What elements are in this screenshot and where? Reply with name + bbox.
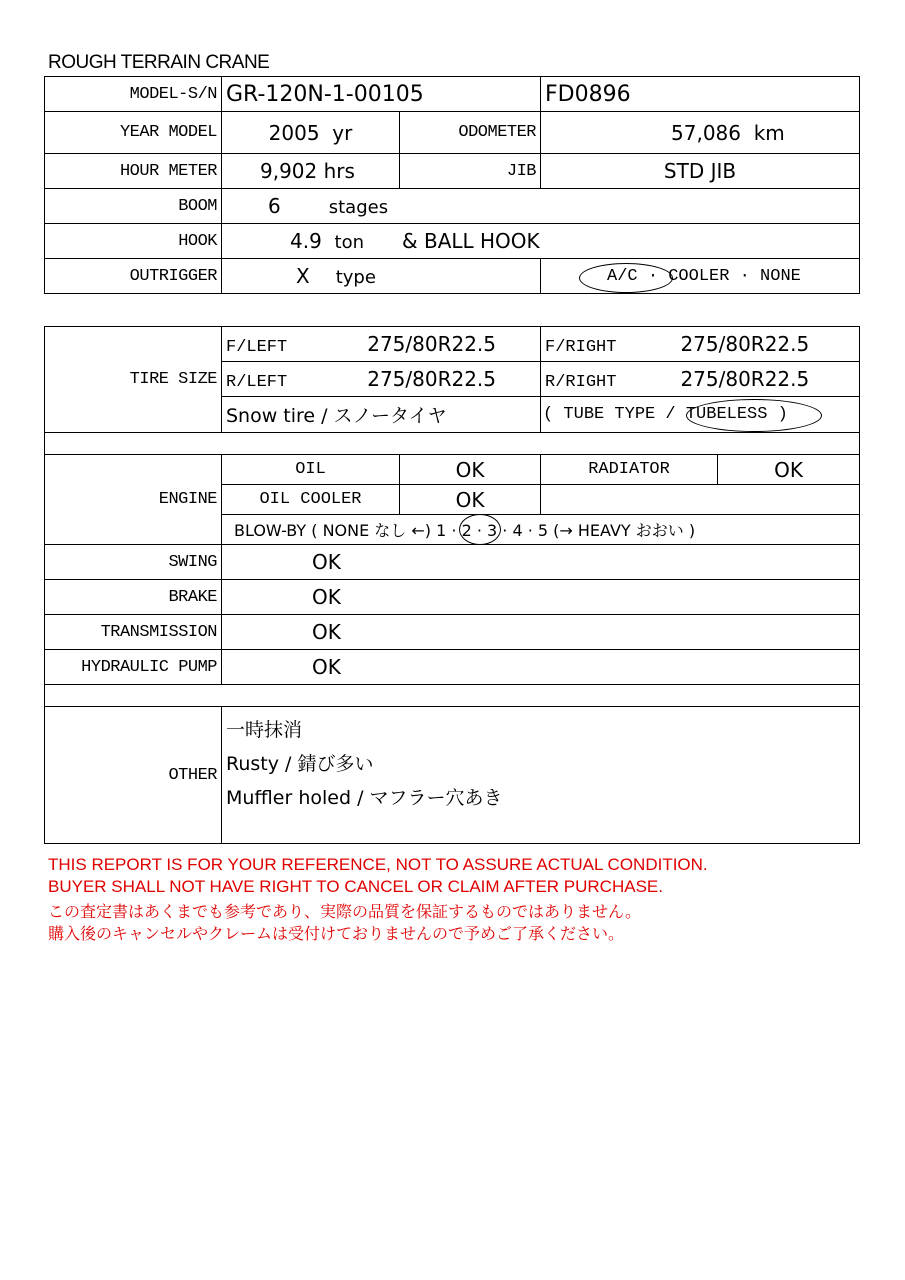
- other-line-3: Muffler holed / マフラー穴あき: [226, 787, 503, 809]
- disclaimer-line-1: THIS REPORT IS FOR YOUR REFERENCE, NOT TO ASSURE ACTUAL CONDITION.: [48, 855, 708, 874]
- outrigger-label: OUTRIGGER: [45, 259, 222, 294]
- outrigger-unit: type: [335, 267, 376, 288]
- tire-rl-label: R/LEFT: [226, 372, 288, 392]
- tire-rr-value: 275/80R22.5: [680, 366, 810, 391]
- radiator-value: OK: [718, 455, 860, 485]
- brake-value: OK: [222, 580, 860, 615]
- hook-label: HOOK: [45, 224, 222, 259]
- hook-unit: ton: [334, 232, 365, 253]
- odometer-unit: km: [753, 120, 785, 145]
- year-value: 2005: [268, 120, 320, 145]
- brake-label: BRAKE: [45, 580, 222, 615]
- year-unit: yr: [332, 120, 353, 145]
- transmission-value: OK: [222, 615, 860, 650]
- oil-label: OIL: [222, 455, 400, 485]
- other-label: OTHER: [45, 707, 222, 844]
- disclaimer-line-3: この査定書はあくまでも参考であり、実際の品質を保証するものではありません。: [48, 902, 641, 921]
- spec-table: [44, 76, 860, 294]
- ac-options: A/C · COOLER · NONE: [541, 259, 860, 294]
- snow-tire: Snow tire / スノータイヤ: [222, 397, 541, 433]
- tire-fl-cell: [222, 327, 541, 362]
- blowby-scale: BLOW-BY ( NONE なし ←) 1 · 2 · 3 · 4 · 5 (→ HEAVY おおい ): [222, 515, 860, 545]
- radiator-label: RADIATOR: [541, 455, 718, 485]
- other-line-2: Rusty / 錆び多い: [226, 753, 374, 775]
- tire-fr-value: 275/80R22.5: [680, 331, 810, 356]
- hour-value: 9,902 hrs: [222, 154, 400, 189]
- tire-rl-cell: [222, 362, 541, 397]
- hook-value: 4.9: [290, 229, 322, 253]
- oil-cooler-label: OIL COOLER: [222, 485, 400, 515]
- oil-value: OK: [400, 455, 541, 485]
- tire-rr-cell: [541, 362, 860, 397]
- boom-cell: [222, 189, 860, 224]
- other-notes: [222, 707, 860, 844]
- boom-label: BOOM: [45, 189, 222, 224]
- outrigger-value: X: [296, 264, 310, 288]
- tire-fr-cell: [541, 327, 860, 362]
- condition-table: [44, 326, 860, 844]
- boom-unit: stages: [328, 197, 389, 218]
- hydraulic-pump-label: HYDRAULIC PUMP: [45, 650, 222, 685]
- odometer-value: 57,086: [671, 120, 741, 145]
- swing-label: SWING: [45, 545, 222, 580]
- outrigger-cell: [222, 259, 541, 294]
- tire-rr-label: R/RIGHT: [545, 372, 617, 392]
- spacer-row-2: [45, 685, 860, 707]
- serial-value: FD0896: [541, 77, 860, 112]
- hydraulic-pump-value: OK: [222, 650, 860, 685]
- swing-value: OK: [222, 545, 860, 580]
- boom-value: 6: [268, 194, 281, 218]
- year-label: YEAR MODEL: [45, 112, 222, 154]
- engine-label: ENGINE: [45, 455, 222, 545]
- other-line-1: 一時抹消: [226, 719, 303, 741]
- tube-options: ( TUBE TYPE / TUBELESS ): [541, 397, 860, 433]
- tire-fl-value: 275/80R22.5: [367, 331, 497, 356]
- hook-cell: [222, 224, 860, 259]
- tire-label: TIRE SIZE: [45, 327, 222, 433]
- year-cell: [222, 112, 400, 154]
- oil-cooler-value: OK: [400, 485, 541, 515]
- empty-cell: [541, 485, 860, 515]
- tire-rl-value: 275/80R22.5: [367, 366, 497, 391]
- odometer-cell: [541, 112, 860, 154]
- tire-fl-label: F/LEFT: [226, 337, 288, 357]
- spacer-row: [45, 433, 860, 455]
- page-title: ROUGH TERRAIN CRANE: [48, 52, 270, 73]
- jib-label: JIB: [400, 154, 541, 189]
- model-value: GR-120N-1-00105: [222, 77, 541, 112]
- disclaimer-line-4: 購入後のキャンセルやクレームは受付けておりませんので予めご了承ください。: [48, 924, 625, 943]
- tire-fr-label: F/RIGHT: [545, 337, 617, 357]
- jib-value: STD JIB: [541, 154, 860, 189]
- model-label: MODEL-S/N: [45, 77, 222, 112]
- transmission-label: TRANSMISSION: [45, 615, 222, 650]
- hour-label: HOUR METER: [45, 154, 222, 189]
- odometer-label: ODOMETER: [400, 112, 541, 154]
- hook-extra: & BALL HOOK: [402, 229, 540, 253]
- disclaimer-line-2: BUYER SHALL NOT HAVE RIGHT TO CANCEL OR CLAIM AFTER PURCHASE.: [48, 877, 663, 896]
